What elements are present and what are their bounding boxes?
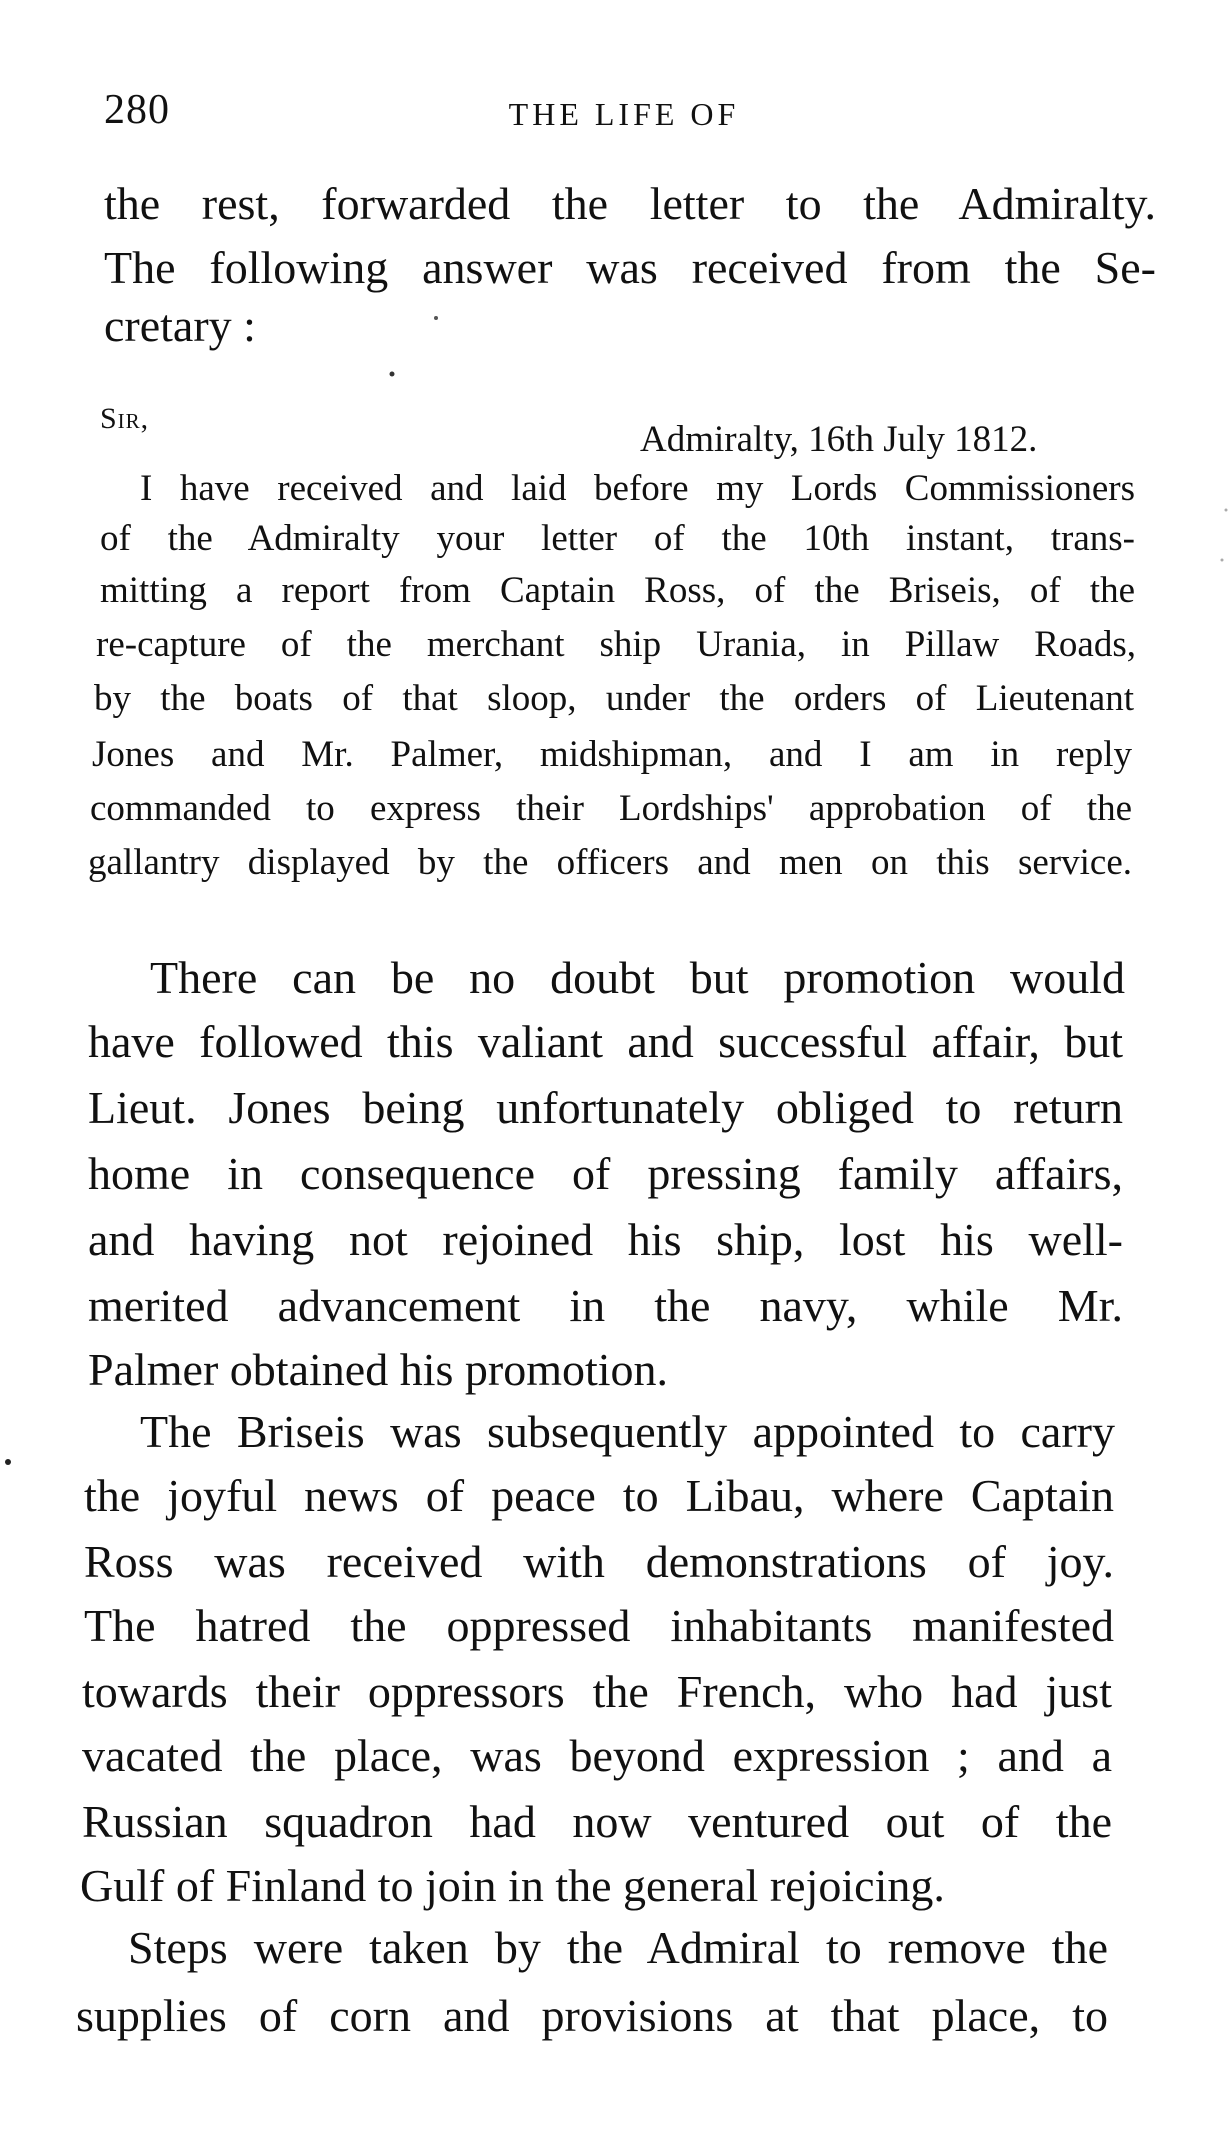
- letter-line: gallantry displayed by the officers and men on this service.: [88, 842, 1132, 883]
- paragraph-line: the joyful news of peace to Libau, where Captain: [84, 1470, 1114, 1521]
- page-header: [104, 86, 1144, 146]
- paragraph-line: The hatred the oppressed inhabitants manifested: [84, 1600, 1114, 1651]
- running-title: THE LIFE OF: [508, 96, 740, 132]
- paragraph-line: towards their oppressors the French, who had just: [82, 1666, 1112, 1717]
- paragraph-line: home in consequence of pressing family affairs,: [88, 1148, 1123, 1199]
- page-number: 280: [104, 87, 170, 133]
- paragraph-line: merited advancement in the navy, while Mr.: [88, 1280, 1123, 1331]
- paragraph-line: Gulf of Finland to join in the general rejoicing.: [80, 1860, 945, 1911]
- letter-line: I have received and laid before my Lords Commissioners: [140, 468, 1135, 509]
- paragraph-line: Ross was received with demonstrations of joy.: [84, 1536, 1114, 1587]
- letter-line: re-capture of the merchant ship Urania, in Pillaw Roads,: [96, 624, 1136, 665]
- letter-dateline: Admiralty, 16th July 1812.: [640, 419, 1038, 460]
- paragraph-line: Steps were taken by the Admiral to remove the: [128, 1922, 1108, 1973]
- letter-salutation: Sir,: [100, 402, 150, 435]
- opening-line: the rest, forwarded the letter to the Admiralty.: [104, 178, 1156, 229]
- paragraph-line: have followed this valiant and successful affair, but: [88, 1016, 1123, 1067]
- letter-line: by the boats of that sloop, under the orders of Lieutenant: [94, 678, 1134, 719]
- letter-line: Jones and Mr. Palmer, midshipman, and I am in reply: [92, 734, 1132, 775]
- paragraph-line: Lieut. Jones being unfortunately obliged to return: [88, 1082, 1123, 1133]
- paragraph-line: Palmer obtained his promotion.: [88, 1344, 669, 1395]
- letter-line: commanded to express their Lordships' approbation of the: [90, 788, 1132, 829]
- letter-line: mitting a report from Captain Ross, of the Briseis, of the: [100, 570, 1135, 611]
- paragraph-line: and having not rejoined his ship, lost his well-: [88, 1214, 1123, 1265]
- letter-line: of the Admiralty your letter of the 10th instant, trans-: [100, 518, 1135, 559]
- paragraph-line: The Briseis was subsequently appointed to carry: [140, 1406, 1115, 1457]
- opening-line: The following answer was received from the Se-: [104, 242, 1156, 293]
- paragraph-line: There can be no doubt but promotion would: [150, 952, 1125, 1003]
- paragraph-line: Russian squadron had now ventured out of the: [82, 1796, 1112, 1847]
- paragraph-line: supplies of corn and provisions at that place, to: [76, 1990, 1108, 2041]
- paragraph-line: vacated the place, was beyond expression ; and a: [82, 1730, 1112, 1781]
- opening-line: cretary :: [104, 300, 256, 351]
